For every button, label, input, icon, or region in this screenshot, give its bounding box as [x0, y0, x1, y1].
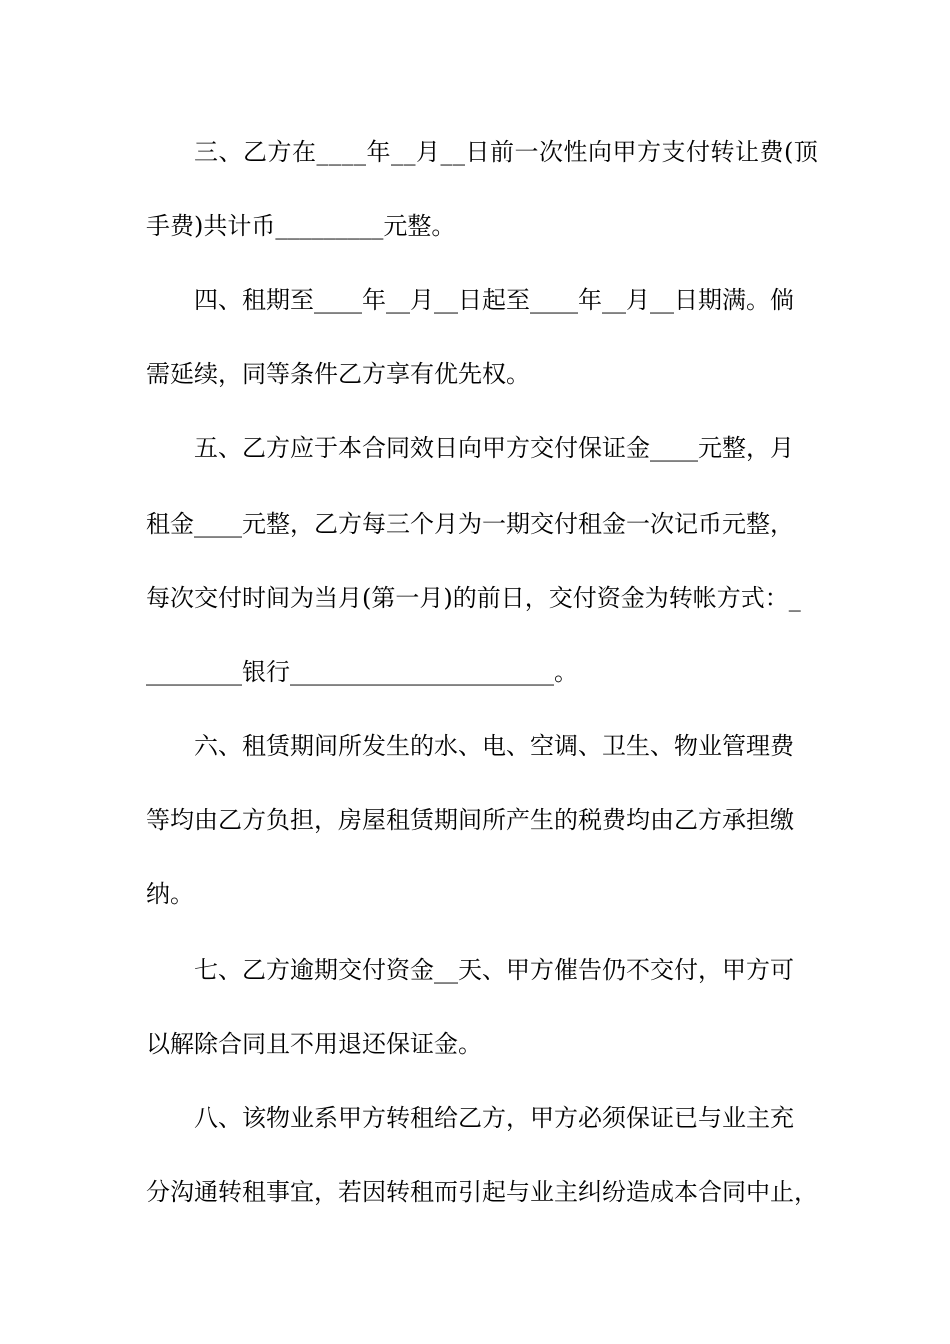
clause-6-line-1: 六、租赁期间所发生的水、电、空调、卫生、物业管理费: [194, 732, 794, 760]
clause-4-line-1: 四、租期至____年__月__日起至____年__月__日期满。倘: [194, 286, 794, 314]
clause-8-line-2: 分沟通转租事宜，若因转租而引起与业主纠纷造成本合同中止，: [146, 1178, 818, 1206]
clause-7-line-2: 以解除合同且不用退还保证金。: [146, 1030, 482, 1058]
clause-6-line-2: 等均由乙方负担，房屋租赁期间所产生的税费均由乙方承担缴: [146, 806, 794, 834]
clause-5-line-4: ________银行______________________。: [146, 658, 578, 686]
clause-3-line-2: 手费)共计币_________元整。: [146, 212, 456, 240]
clause-5-line-1: 五、乙方应于本合同效日向甲方交付保证金____元整，月: [194, 434, 794, 462]
clause-5-line-3: 每次交付时间为当月(第一月)的前日，交付资金为转帐方式：_: [146, 584, 801, 612]
clause-7-line-1: 七、乙方逾期交付资金__天、甲方催告仍不交付，甲方可: [194, 956, 794, 984]
clause-4-line-2: 需延续，同等条件乙方享有优先权。: [146, 360, 530, 388]
clause-3-line-1: 三、乙方在____年__月__日前一次性向甲方支付转让费(顶: [194, 138, 819, 166]
clause-8-line-1: 八、该物业系甲方转租给乙方，甲方必须保证已与业主充: [194, 1104, 794, 1132]
clause-5-line-2: 租金____元整，乙方每三个月为一期交付租金一次记币元整，: [146, 510, 794, 538]
clause-6-line-3: 纳。: [146, 880, 194, 908]
